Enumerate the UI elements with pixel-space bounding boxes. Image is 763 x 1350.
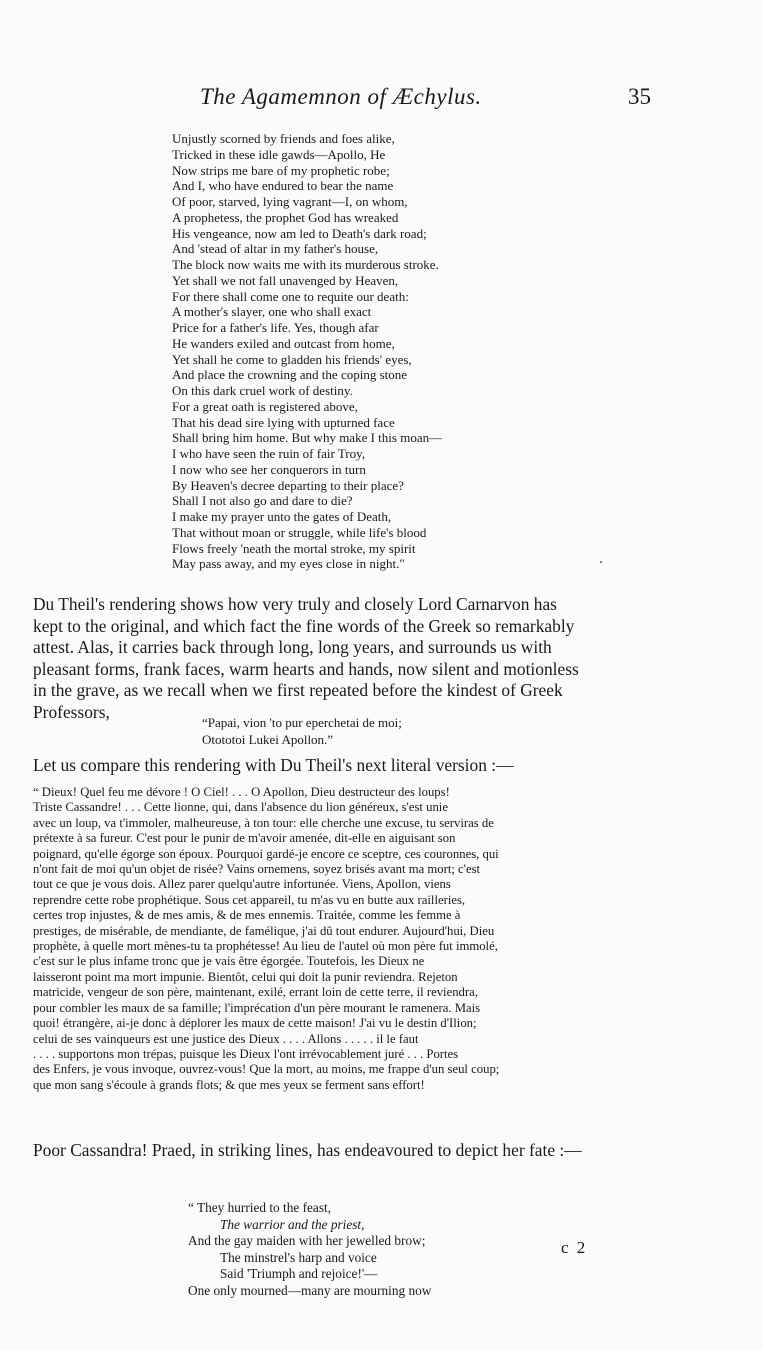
french-line: laisseront point ma mort impunie. Bientôt, celui qui doit la punir reviendra. Rejeton xyxy=(33,969,458,984)
poem-line: May pass away, and my eyes close in night." xyxy=(172,556,405,572)
poem-line: For there shall come one to requite our death: xyxy=(172,288,409,304)
running-title: The Agamemnon of Æchylus. xyxy=(200,84,482,109)
page-header xyxy=(0,84,763,114)
poem-line: And I, who have endured to bear the name xyxy=(172,178,394,194)
poem-line: Flows freely 'neath the mortal stroke, my spirit xyxy=(172,540,416,556)
french-line: Triste Cassandre! . . . Cette lionne, qui, dans l'absence du lion généreux, s'est unie xyxy=(33,800,448,815)
paragraph1-line: pleasant forms, frank faces, warm hearts and hands, now silent and motionless xyxy=(33,658,579,679)
poem-line: Price for a father's life. Yes, though afar xyxy=(172,320,379,335)
french-line: des Enfers, je vous invoque, ouvrez-vous! Que la mort, au moins, me frappe d'un seul coup; xyxy=(33,1062,500,1077)
poem-line: That without moan or struggle, while life's blood xyxy=(172,524,427,540)
poem-line: Of poor, starved, lying vagrant—I, on whom, xyxy=(172,194,408,209)
french-line: prestiges, de misérable, de mendiante, de famélique, j'ai dû tout endurer. Aujourd'hui, Dieu xyxy=(33,923,495,938)
poem-line: On this dark cruel work of destiny. xyxy=(172,383,353,398)
page-number: 35 xyxy=(628,84,651,109)
praed-line: The warrior and the priest, xyxy=(220,1216,365,1232)
french-line: pour combler les maux de sa famille; l'imprécation d'un père mourant le ramenera. Mais xyxy=(33,1000,481,1015)
poem-line: A prophetess, the prophet God has wreaked xyxy=(172,209,399,225)
praed-verse xyxy=(188,1200,431,1299)
french-line: que mon sang s'écoule à grands flots; & que mes yeux se ferment sans effort! xyxy=(33,1077,425,1092)
poem-line: The block now waits me with its murderous stroke. xyxy=(172,257,439,272)
praed-line: The minstrel's harp and voice xyxy=(220,1249,377,1265)
poem-line: A mother's slayer, one who shall exact xyxy=(172,304,372,320)
poem-line: Shall bring him home. But why make I this moan— xyxy=(172,430,443,446)
poem-line: And 'stead of altar in my father's house, xyxy=(172,241,379,257)
french-version xyxy=(33,785,643,1093)
poem-line: For a great oath is registered above, xyxy=(172,398,358,414)
paragraph-cassandra xyxy=(33,1140,645,1162)
poem-line: Unjustly scorned by friends and foes alike, xyxy=(172,131,395,146)
poem-line: Shall I not also go and dare to die? xyxy=(172,493,353,509)
praed-line: “ They hurried to the feast, xyxy=(188,1200,332,1215)
greek-quote-line: Otototoi Lukei Apollon.” xyxy=(202,732,334,747)
ink-speck xyxy=(600,561,602,563)
french-line: “ Dieux! Quel feu me dévore ! O Ciel! . . . O Apollon, Dieu destructeur des loups! xyxy=(33,785,450,799)
paragraph-du-theil xyxy=(33,594,645,723)
praed-line: One only mourned—many are mourning now xyxy=(188,1282,432,1298)
paragraph1-line: attest. Alas, it carries back through long, long years, and surrounds us with xyxy=(33,637,552,657)
french-line: celui de ses vainqueurs est une justice des Dieux . . . . Allons . . . . . il le faut xyxy=(33,1031,419,1046)
greek-quote xyxy=(202,714,402,748)
french-line: matricide, vengeur de son père, maintenant, exilé, errant loin de cette terre, il reviendra, xyxy=(33,985,478,1000)
poem-line: I make my prayer unto the gates of Death, xyxy=(172,509,392,524)
praed-line: And the gay maiden with her jewelled brow; xyxy=(188,1233,426,1248)
paragraph3-line: Poor Cassandra! Praed, in striking lines, has endeavoured to depict her fate :— xyxy=(33,1140,582,1160)
poem-line: Yet shall we not fall unavenged by Heaven, xyxy=(172,272,399,288)
french-line: poignard, qu'elle égorge son époux. Pourquoi gardé-je encore ce sceptre, ces couronnes, qui xyxy=(33,846,499,861)
french-line: c'est sur le plus infame tronc que je vais être égorgée. Toutefois, les Dieux ne xyxy=(33,954,425,969)
french-line: n'ont fait de moi qu'un objet de risée? Vains ornemens, soyez brisés avant ma mort; c'est xyxy=(33,862,481,877)
paragraph1-line: in the grave, as we recall when we first repeated before the kindest of Greek xyxy=(33,680,563,700)
poem-line: By Heaven's decree departing to their place? xyxy=(172,477,404,493)
poem-line: Yet shall he come to gladden his friends' eyes, xyxy=(172,351,412,367)
poem-line: That his dead sire lying with upturned face xyxy=(172,414,395,430)
greek-quote-line: “Papai, vion 'to pur eperchetai de moi; xyxy=(202,715,402,730)
paragraph-compare xyxy=(33,755,645,777)
praed-line: Said 'Triumph and rejoice!'— xyxy=(220,1266,378,1281)
verse-translation xyxy=(172,131,692,572)
french-line: prophète, à quelle mort mènes-tu ta prophétesse! Au lieu de l'autel où mon père fut immolé, xyxy=(33,939,498,954)
signature-mark: c 2 xyxy=(561,1238,588,1257)
poem-line: His vengeance, now am led to Death's dark road; xyxy=(172,225,427,241)
french-line: prétexte à sa fureur. C'est pour le punir de m'avoir amenée, dit-elle en aiguisant son xyxy=(33,831,456,846)
paragraph1-line: Professors, xyxy=(33,701,110,722)
paragraph1-line: kept to the original, and which fact the fine words of the Greek so remarkably xyxy=(33,615,575,636)
french-line: quoi! étrangère, ai-je donc à déplorer les maux de cette maison! J'ai vu le destin d'Ilion; xyxy=(33,1016,477,1031)
poem-line: Tricked in these idle gawds—Apollo, He xyxy=(172,146,386,162)
poem-line: I who have seen the ruin of fair Troy, xyxy=(172,446,366,461)
paragraph1-line: Du Theil's rendering shows how very truly and closely Lord Carnarvon has xyxy=(33,594,557,614)
poem-line: He wanders exiled and outcast from home, xyxy=(172,335,395,351)
french-line: certes trop injustes, & de mes amis, & de mes ennemis. Traitée, comme les femme à xyxy=(33,908,461,923)
poem-line: Now strips me bare of my prophetic robe; xyxy=(172,162,390,178)
french-line: avec un loup, va t'immoler, malheureuse, à ton tour: elle cherche une excuse, tu serviras de xyxy=(33,815,494,830)
french-line: tout ce que je vous dois. Allez parer quelqu'autre infortunée. Viens, Apollon, viens xyxy=(33,877,451,892)
french-line: reprendre cette robe prophétique. Sous cet appareil, tu m'as vu en butte aux railleries, xyxy=(33,892,466,907)
paragraph2-line: Let us compare this rendering with Du Theil's next literal version :— xyxy=(33,755,514,775)
french-line: . . . . supportons mon trépas, puisque les Dieux l'ont irrévocablement juré . . . Portes xyxy=(33,1046,459,1061)
poem-line: And place the crowning and the coping stone xyxy=(172,367,408,383)
poem-line: I now who see her conquerors in turn xyxy=(172,461,366,477)
